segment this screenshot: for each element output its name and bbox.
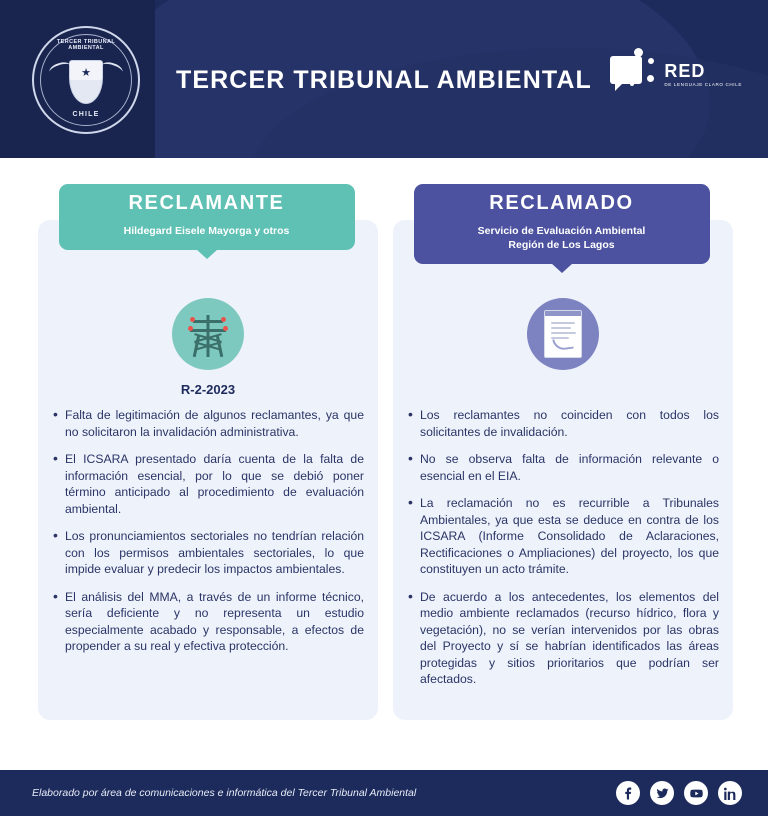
card-reclamante	[38, 220, 378, 720]
red-logo-mark-icon	[604, 48, 658, 100]
social-links	[616, 781, 742, 805]
banner-pointer-icon	[196, 249, 218, 259]
crest-top-text: TERCER TRIBUNAL AMBIENTAL	[56, 39, 116, 51]
column-reclamante	[38, 184, 375, 770]
list-item: • La reclamación no es recurrible a Tribunales Ambientales, ya que esta se deduce en contra de los ICSARA (Informe Consolidado de Aclaraciones, Rectificaciones o Ampliaciones) del proyecto, los que constituyen un acto trámite.	[407, 495, 719, 578]
youtube-icon[interactable]	[684, 781, 708, 805]
facebook-icon[interactable]	[616, 781, 640, 805]
twitter-icon[interactable]	[650, 781, 674, 805]
crest-bottom-text: CHILE	[72, 111, 100, 118]
banner-reclamado	[414, 184, 710, 264]
document-signed-icon	[527, 298, 599, 370]
list-item: • Los pronunciamientos sectoriales no tendrían relación con los permisos ambientales sectoriales, lo que impide evaluar y predecir los impactos ambientales.	[52, 528, 364, 578]
page-header	[0, 0, 768, 158]
page-footer	[0, 770, 768, 816]
column-reclamado	[393, 184, 730, 770]
list-item: • De acuerdo a los antecedentes, los elementos del medio ambiente reclamados (recurso hídrico, flora y vegetación), no se verían intervenidos por las obras del Proyecto y sí se habrían identificados las áreas protegidas y sitios prioritarios que podrían ser afectados.	[407, 589, 719, 688]
banner-reclamante-title: RECLAMANTE	[128, 192, 285, 214]
banner-reclamante	[59, 184, 355, 250]
page-title: TERCER TRIBUNAL AMBIENTAL	[176, 66, 592, 94]
banner-reclamado-title: RECLAMADO	[489, 192, 634, 214]
red-lenguaje-claro-logo	[604, 48, 742, 100]
chile-coat-of-arms-logo	[32, 26, 140, 134]
red-logo-text: RED	[664, 61, 706, 81]
list-item: • No se observa falta de información relevante o esencial en el EIA.	[407, 451, 719, 484]
reclamante-arguments-list	[52, 407, 364, 655]
banner-pointer-icon	[551, 263, 573, 273]
crest-shield-icon	[69, 60, 103, 104]
crest-wing-right-icon	[100, 60, 125, 78]
power-pylon-icon	[172, 298, 244, 370]
case-id-label: R-2-2023	[180, 382, 236, 397]
footer-credit-text: Elaborado por área de comunicaciones e informática del Tercer Tribunal Ambiental	[32, 787, 417, 799]
list-item: • El análisis del MMA, a través de un informe técnico, sería deficiente y no representa un estudio especialmente acabado y responsable, a efectos de propender a su real y efectiva protección.	[52, 589, 364, 655]
crest-star-icon: ★	[81, 66, 91, 79]
list-item: • El ICSARA presentado daría cuenta de la falta de información esencial, por lo que se debió poner término anticipado al procedimiento de evaluación ambiental.	[52, 451, 364, 517]
banner-reclamado-subtitle-line2: Región de Los Lagos	[508, 239, 615, 251]
red-logo-subtext: DE LENGUAJE CLARO CHILE	[664, 82, 742, 87]
card-reclamado	[393, 220, 733, 720]
reclamado-arguments-list	[407, 407, 719, 688]
banner-reclamante-subtitle: Hildegard Eisele Mayorga y otros	[123, 225, 290, 237]
banner-reclamado-subtitle-line1: Servicio de Evaluación Ambiental	[477, 225, 646, 237]
list-item: • Falta de legitimación de algunos reclamantes, ya que no solicitaron la invalidación administrativa.	[52, 407, 364, 440]
comparison-content	[0, 158, 768, 770]
linkedin-icon[interactable]	[718, 781, 742, 805]
list-item: • Los reclamantes no coinciden con todos los solicitantes de invalidación.	[407, 407, 719, 440]
